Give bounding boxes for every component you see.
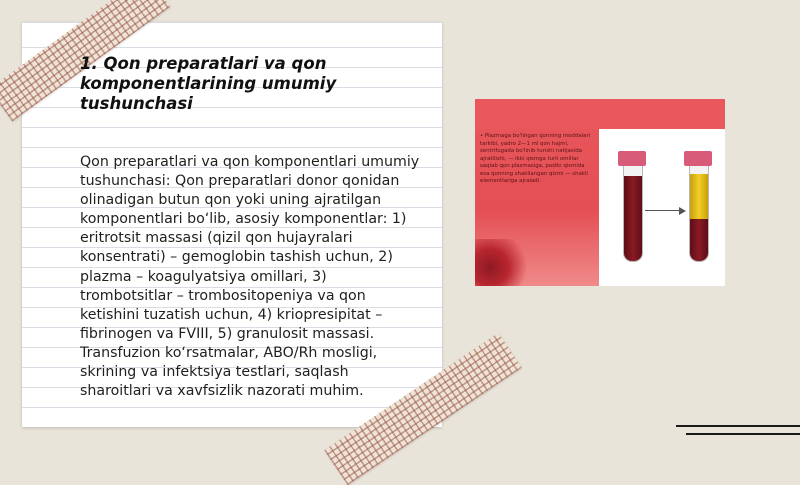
tube-cap <box>618 151 646 166</box>
figure-red-band <box>475 99 725 129</box>
decorative-line <box>676 425 800 427</box>
arrow-line <box>645 210 681 211</box>
blood-separation-figure <box>475 99 725 286</box>
red-cell-layer <box>690 219 708 261</box>
whole-blood-tube <box>621 151 643 263</box>
tube-glass <box>623 166 643 262</box>
tube-cap <box>684 151 712 166</box>
whole-blood-fill <box>624 176 642 261</box>
plasma-layer <box>690 174 708 219</box>
arrow-right-icon <box>679 207 686 215</box>
slide-body-text: Qon preparatlari va qon komponentlari umumiy tushunchasi: Qon preparatlari donor qonidan olinadigan butun qon yoki uning ajratilgan komponentlari bo‘lib, asosiy komponentlar: 1) eritrotsit massasi (qizil qon hujayralari konsentrati) – gemoglobin tashish uchun, 2) plazma – koagulyatsiya omillari, 3) trombotsitlar – trombositopeniya va qon ketishini tuzatish uchun, 4) kriopresipitat – fibrinogen va FVIII, 5) granulosit massasi. Transfuzion ko‘rsatmalar, ABO/Rh mosligi, skrining va infektsiya testlari, saqlash sharoitlari va xavfsizlik nazorati muhim. <box>80 154 420 400</box>
slide-title: 1. Qon preparatlari va qon komponentlarining umumiy tushunchasi <box>80 54 337 113</box>
figure-caption-text: • Plazmaga bo'lingan qonning moddalari tarkibi, yadro 2—1 ml qon hajmi, sentrifugada bo'linib turishi natijasida ajratilishi, — ikki qismga turli omillar saqlab qon plazmasiga, pastki qismida esa qonning shakllangan qismi — shakli elementlariga ajraladi. <box>480 133 591 184</box>
blood-splash-graphic <box>475 239 535 286</box>
separated-blood-tube <box>687 151 709 263</box>
tube-glass <box>689 166 709 262</box>
decorative-line <box>686 433 800 435</box>
